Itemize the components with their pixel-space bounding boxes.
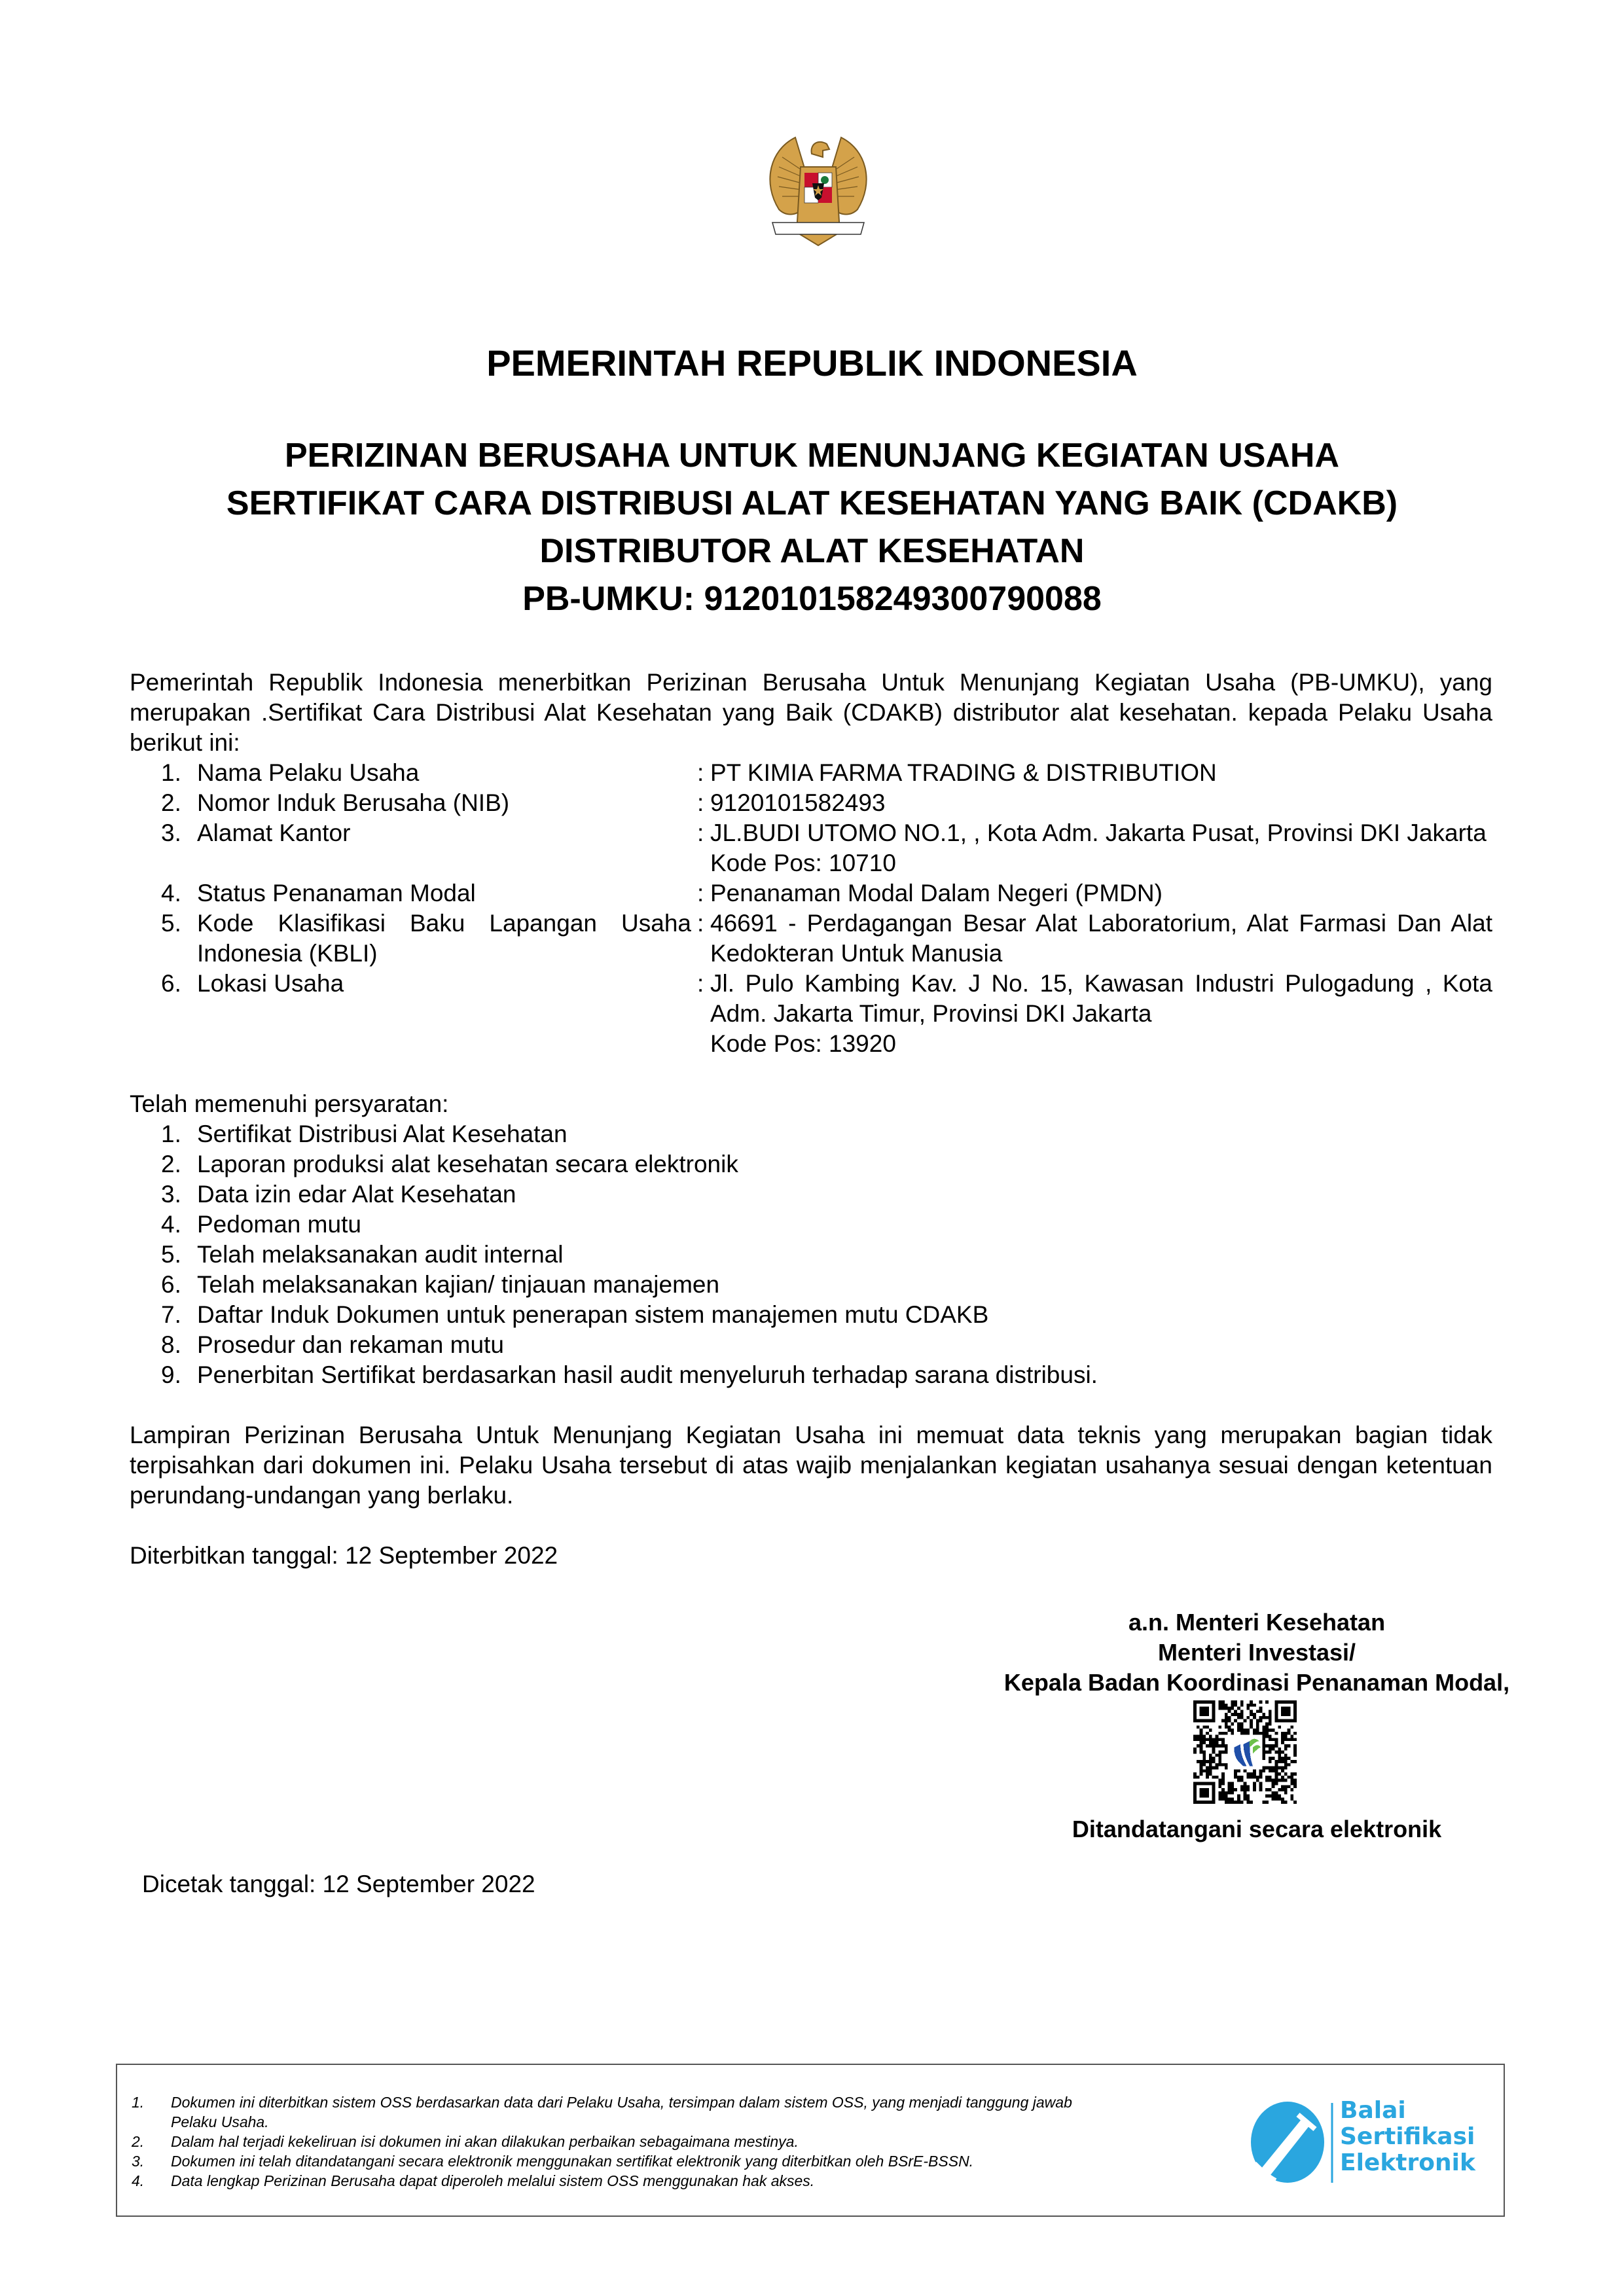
detail-value: Adm. Jakarta Timur, Provinsi DKI Jakarta	[710, 1000, 1152, 1027]
garuda-emblem-icon	[749, 118, 887, 255]
detail-value: Kode Pos: 10710	[710, 850, 896, 876]
detail-label: Lokasi Usaha	[197, 970, 344, 997]
requirement-number: 9.	[161, 1361, 181, 1388]
closing-line-3: perundang-undangan yang berlaku.	[130, 1482, 514, 1509]
requirement-number: 4.	[161, 1211, 181, 1238]
title-line-1: PERIZINAN BERUSAHA UNTUK MENUNJANG KEGIATAN USAHA	[284, 437, 1340, 475]
footer-note-text: Dalam hal terjadi kekeliruan isi dokumen ini akan dilakukan perbaikan sebagaimana mestinya.	[171, 2133, 799, 2150]
footer-notes-box	[116, 2064, 1505, 2217]
detail-colon: :	[697, 970, 704, 997]
detail-label: Nomor Induk Berusaha (NIB)	[197, 789, 510, 816]
detail-number: 5.	[161, 910, 181, 937]
footer-note	[117, 2171, 1230, 2191]
footer-note	[117, 2132, 1230, 2151]
signature-line-1: a.n. Menteri Kesehatan	[1128, 1609, 1386, 1636]
detail-number: 4.	[161, 880, 181, 906]
requirement-number: 6.	[161, 1271, 181, 1298]
signature-line-3: Kepala Badan Koordinasi Penanaman Modal,	[1003, 1669, 1510, 1696]
detail-colon: :	[697, 789, 704, 816]
footer-note-number: 4.	[132, 2172, 145, 2189]
detail-colon: :	[697, 759, 704, 786]
detail-colon: :	[697, 880, 704, 906]
requirement-text: Daftar Induk Dokumen untuk penerapan sistem manajemen mutu CDAKB	[197, 1301, 989, 1328]
closing-line-2: terpisahkan dari dokumen ini. Pelaku Usaha tersebut di atas wajib menjalankan kegiatan usahanya sesuai dengan ketentuan	[130, 1452, 1492, 1479]
detail-number: 6.	[161, 970, 181, 997]
intro-line-3: berikut ini:	[130, 729, 240, 756]
requirement-text: Penerbitan Sertifikat berdasarkan hasil audit menyeluruh terhadap sarana distribusi.	[197, 1361, 1098, 1388]
bse-logo-text	[1340, 2098, 1475, 2176]
requirement-number: 1.	[161, 1121, 181, 1147]
intro-line-2: merupakan .Sertifikat Cara Distribusi Alat Kesehatan yang Baik (CDAKB) distributor alat kesehatan. kepada Pelaku Usaha	[130, 699, 1492, 726]
detail-number: 2.	[161, 789, 181, 816]
requirement-text: Data izin edar Alat Kesehatan	[197, 1181, 516, 1208]
detail-label: Indonesia (KBLI)	[197, 940, 378, 967]
requirement-number: 8.	[161, 1331, 181, 1358]
bse-logo-line: Sertifikasi	[1340, 2123, 1475, 2150]
footer-note-number: 1.	[132, 2094, 145, 2111]
detail-label: Alamat Kantor	[197, 819, 351, 846]
detail-value: Kedokteran Untuk Manusia	[710, 940, 1003, 967]
bse-key-icon	[1242, 2091, 1333, 2189]
detail-value: JL.BUDI UTOMO NO.1, , Kota Adm. Jakarta Pusat, Provinsi DKI Jakarta	[710, 819, 1487, 846]
footer-note-text: Pelaku Usaha.	[171, 2113, 269, 2130]
bse-logo-line: Balai	[1340, 2097, 1406, 2124]
title-line-3: DISTRIBUTOR ALAT KESEHATAN	[539, 532, 1085, 570]
printed-date: Dicetak tanggal: 12 September 2022	[142, 1871, 535, 1897]
footer-note-text: Dokumen ini diterbitkan sistem OSS berdasarkan data dari Pelaku Usaha, tersimpan dalam sistem OSS, yang menjadi tanggung jawab	[171, 2094, 1072, 2111]
requirement-text: Telah melaksanakan audit internal	[197, 1241, 564, 1268]
government-heading: PEMERINTAH REPUBLIK INDONESIA	[486, 342, 1138, 384]
footer-note-number: 2.	[132, 2133, 145, 2150]
intro-line-1: Pemerintah Republik Indonesia menerbitkan Perizinan Berusaha Untuk Menunjang Kegiatan Usaha (PB-UMKU), yang	[130, 669, 1492, 696]
qr-code-icon	[1193, 1700, 1297, 1804]
footer-note	[117, 2151, 1230, 2171]
qr-code[interactable]	[1193, 1700, 1297, 1804]
title-line-2: SERTIFIKAT CARA DISTRIBUSI ALAT KESEHATAN YANG BAIK (CDAKB)	[226, 484, 1398, 522]
requirements-heading: Telah memenuhi persyaratan:	[130, 1090, 449, 1117]
detail-colon: :	[697, 910, 704, 937]
footer-note-text: Data lengkap Perizinan Berusaha dapat diperoleh melalui sistem OSS menggunakan hak akses.	[171, 2172, 815, 2189]
signed-electronically: Ditandatangani secara elektronik	[1072, 1816, 1442, 1842]
detail-label: Status Penanaman Modal	[197, 880, 476, 906]
requirement-text: Sertifikat Distribusi Alat Kesehatan	[197, 1121, 568, 1147]
requirement-text: Prosedur dan rekaman mutu	[197, 1331, 504, 1358]
detail-value: PT KIMIA FARMA TRADING & DISTRIBUTION	[710, 759, 1217, 786]
detail-value: 46691 - Perdagangan Besar Alat Laboratorium, Alat Farmasi Dan Alat	[710, 910, 1492, 937]
footer-note-number: 3.	[132, 2153, 145, 2170]
issued-date: Diterbitkan tanggal: 12 September 2022	[130, 1542, 558, 1569]
detail-number: 3.	[161, 819, 181, 846]
closing-line-1: Lampiran Perizinan Berusaha Untuk Menunjang Kegiatan Usaha ini memuat data teknis yang merupakan bagian tidak	[130, 1422, 1492, 1448]
detail-value: Kode Pos: 13920	[710, 1030, 896, 1057]
bse-logo	[1242, 2091, 1477, 2189]
detail-value: Penanaman Modal Dalam Negeri (PMDN)	[710, 880, 1163, 906]
footer-note	[117, 2092, 1230, 2112]
oss-logo-icon	[1228, 1735, 1263, 1770]
bse-logo-line: Elektronik	[1340, 2149, 1475, 2176]
requirement-text: Laporan produksi alat kesehatan secara elektronik	[197, 1151, 738, 1177]
detail-value: 9120101582493	[710, 789, 886, 816]
requirement-number: 5.	[161, 1241, 181, 1268]
requirement-number: 3.	[161, 1181, 181, 1208]
requirement-text: Telah melaksanakan kajian/ tinjauan manajemen	[197, 1271, 720, 1298]
detail-label: Nama Pelaku Usaha	[197, 759, 420, 786]
pb-umku-number: PB-UMKU: 912010158249300790088	[522, 580, 1102, 618]
requirement-number: 7.	[161, 1301, 181, 1328]
detail-number: 1.	[161, 759, 181, 786]
detail-label: Kode Klasifikasi Baku Lapangan Usaha	[197, 910, 691, 937]
requirement-text: Pedoman mutu	[197, 1211, 361, 1238]
requirement-number: 2.	[161, 1151, 181, 1177]
detail-colon: :	[697, 819, 704, 846]
garuda-emblem	[749, 118, 887, 255]
detail-value: Jl. Pulo Kambing Kav. J No. 15, Kawasan Industri Pulogadung , Kota	[710, 970, 1492, 997]
signature-line-2: Menteri Investasi/	[1157, 1639, 1356, 1666]
footer-note-cont	[117, 2112, 1230, 2132]
footer-note-text: Dokumen ini telah ditandatangani secara elektronik menggunakan sertifikat elektronik yang diterbitkan oleh BSrE-BSSN.	[171, 2153, 974, 2170]
